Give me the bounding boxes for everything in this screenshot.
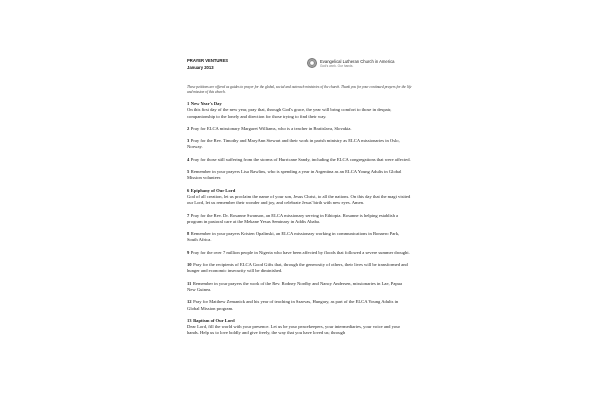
- prayer-entry: [187, 250, 411, 256]
- header-title-block: [187, 57, 228, 71]
- prayer-entry: [187, 188, 411, 207]
- entry-number: 4: [187, 156, 190, 162]
- entry-number: 9: [187, 249, 190, 255]
- document-title: PRAYER VENTURES: [187, 58, 229, 63]
- entry-text: Dear Lord, fill the world with your presence. Let us be your peacekeepers, your intermediaries, your voice and your hands. Help us to love boldly and give freely, the way that you have loved us; through: [187, 324, 401, 336]
- prayer-entry: [187, 126, 411, 132]
- prayer-entry: [187, 169, 411, 182]
- entry-text: Remember in your prayers the work of the Rev. Rodney Nordby and Nancy Andersen, missionaries in Lae, Papua New Guinea.: [187, 280, 403, 292]
- prayer-entry: [187, 101, 411, 120]
- entry-number: 12: [187, 299, 192, 305]
- prayer-entry: [187, 281, 411, 294]
- elca-logo: [307, 58, 395, 68]
- entry-text: Pray for the recipients of ELCA Good Gifts that, through the generosity of others, their lives will be transformed and hunger and economic insecurity will be diminished.: [187, 262, 408, 274]
- entry-number: 8: [187, 231, 190, 237]
- entry-number: 5: [187, 169, 190, 175]
- entry-number: 6: [187, 187, 190, 193]
- entry-text: On this first day of the new year, pray that, through God's grace, the year will bring comfort to those in despair, companionship to the lonely and direction for those trying to find their way.: [187, 107, 392, 119]
- entry-number: 2: [187, 125, 190, 131]
- entry-number: 1: [187, 101, 190, 106]
- document-header: [187, 57, 413, 87]
- entry-text: Remember in your prayers Kristen Opalinski, an ELCA missionary working in communications in Bonaero Park, South Africa.: [187, 231, 400, 243]
- entry-number: 7: [187, 212, 190, 218]
- prayer-entry: [187, 262, 411, 275]
- entry-number: 11: [187, 280, 192, 286]
- prayer-entry: [187, 299, 411, 312]
- entry-text: Pray for the Rev. Timothy and MaryAnn Stewart and their work in parish ministry as ELCA missionaries in Oslo, Norway.: [187, 138, 400, 150]
- prayer-entry: [187, 318, 411, 337]
- prayer-entry: [187, 138, 411, 151]
- prayer-entries: [187, 101, 413, 337]
- prayer-entry: [187, 231, 411, 244]
- prayer-entry: [187, 157, 411, 163]
- document-date: January 2013: [187, 65, 214, 70]
- entry-text: Pray for the Rev. Dr. Rosanne Swanson, an ELCA missionary serving in Ethiopia. Rosanne is helping establish a program in pastoral care at the Mekane Yesus Seminary in Addis Ababa.: [187, 212, 399, 224]
- entry-text: Pray for ELCA missionary Margaret Williams, who is a teacher in Bratislava, Slovakia.: [190, 125, 352, 131]
- organization-tagline: God's work. Our hands.: [320, 63, 354, 68]
- intro-paragraph: These petitions are offered as guides to prayer for the global, social and outreach ministries of the church. Thank you for your continued prayers for the life and mission of this church.: [187, 85, 412, 94]
- prayer-entry: [187, 213, 411, 226]
- entry-number: 13: [187, 317, 192, 323]
- entry-text: Pray for those still suffering from the storms of Hurricane Sandy, including the ELCA congregations that were affected.: [190, 156, 411, 162]
- entry-text: God of all creation, let us proclaim the name of your son, Jesus Christ, to all the nations. On this day that the magi visited our Lord, let us remember their wonder and joy, and celebrate Jesus' birth with new eyes. Amen.: [187, 193, 411, 206]
- entry-number: 3: [187, 138, 190, 144]
- entry-title: Epiphany of Our Lord: [190, 187, 236, 193]
- entry-number: 10: [187, 262, 192, 268]
- organization-name: Evangelical Lutheran Church in America: [320, 58, 395, 64]
- elca-cross-logo-icon: [307, 58, 317, 68]
- entry-text: Pray for Matthew Zemanick and his year of teaching in Szarvas, Hungary, as part of the ELCA Young Adults in Global Mission program.: [187, 299, 399, 311]
- entry-text: Pray for the over 7 million people in Nigeria who have been affected by floods that followed a severe summer drought.: [190, 249, 410, 255]
- logo-text: [320, 59, 395, 68]
- document-content: [187, 57, 413, 337]
- entry-title: Baptism of Our Lord: [193, 317, 235, 323]
- entry-title: New Year's Day: [190, 101, 222, 106]
- entry-text: Remember in your prayers Lisa Rawlins, who is spending a year in Argentina as an ELCA Young Adults in Global Mission volunteer.: [187, 169, 402, 181]
